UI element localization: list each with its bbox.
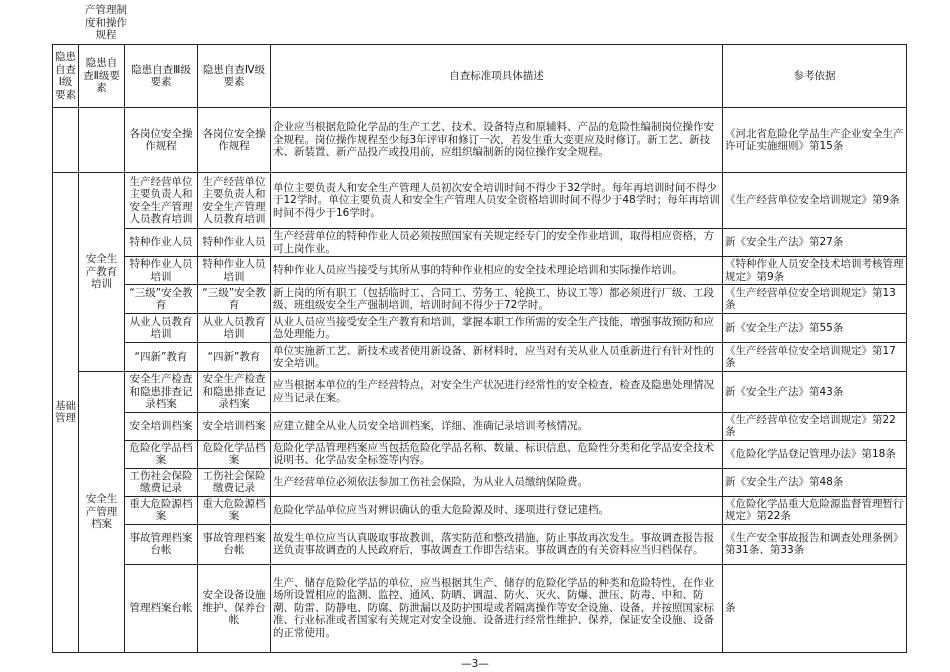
- page-number: —3—: [461, 658, 489, 670]
- reference-cell: 新《安全生产法》第55条: [723, 314, 907, 343]
- level3-cell: 安全培训档案: [125, 412, 198, 440]
- level4-cell: 事故管理档案台帐: [198, 524, 271, 564]
- description-cell: 企业应当根据危险化学品的生产工艺、技术、设备特点和原辅料、产品的危险性编制岗位操作安全规程。岗位操作规程至少每3年评审和修订一次，若发生重大变更应及时修订。新工艺、新技术、新装置、新产品投产或投用前，应组织编制新的岗位操作安全规程。: [271, 108, 723, 173]
- reference-cell: 《生产经营单位安全培训规定》第22条: [723, 412, 907, 440]
- level3-cell: 特种作业人员培训: [125, 257, 198, 285]
- table-row: [53, 524, 907, 564]
- header-description: 自查标准项具体描述: [271, 45, 723, 108]
- reference-cell: 《特种作业人员安全技术培训考核管理规定》第9条: [723, 257, 907, 285]
- level4-cell: 特种作业人员培训: [198, 257, 271, 285]
- level4-cell: 危险化学品档案: [198, 440, 271, 468]
- reference-cell: 《生产经营单位安全培训规定》第9条: [723, 173, 907, 229]
- level4-cell: 安全设备设施维护、保养台帐: [198, 564, 271, 652]
- table-row: [53, 496, 907, 524]
- reference-cell: 《河北省危险化学品生产企业安全生产许可证实施细则》第15条: [723, 108, 907, 173]
- reference-cell: 条: [723, 564, 907, 652]
- level4-cell: 重大危险源档案: [198, 496, 271, 524]
- table-row: [53, 229, 907, 257]
- level3-cell: 事故管理档案台帐: [125, 524, 198, 564]
- header-reference: 参考依据: [723, 45, 907, 108]
- level3-cell: 从业人员教育培训: [125, 314, 198, 343]
- level3-cell: 危险化学品档案: [125, 440, 198, 468]
- table-row: [53, 173, 907, 229]
- level3-cell: “四新”教育: [125, 343, 198, 372]
- description-cell: 特种作业人员应当接受与其所从事的特种作业相应的安全技术理论培训和实际操作培训。: [271, 257, 723, 285]
- level1-cell-basic: 基础管理: [53, 173, 79, 653]
- level3-cell: 工伤社会保险缴费记录: [125, 468, 198, 496]
- reference-cell: 新《安全生产法》第27条: [723, 229, 907, 257]
- level4-cell: 安全培训档案: [198, 412, 271, 440]
- description-cell: 生产经营单位必须依法参加工伤社会保险，为从业人员缴纳保险费。: [271, 468, 723, 496]
- reference-cell: 《危险化学品重大危险源监督管理暂行规定》第22条: [723, 496, 907, 524]
- table-row: [53, 440, 907, 468]
- level3-cell: 管理档案台帐: [125, 564, 198, 652]
- level3-cell: “三级”安全教育: [125, 285, 198, 314]
- table-row: [53, 468, 907, 496]
- table-row: [53, 564, 907, 652]
- table-header-row: [53, 45, 907, 108]
- reference-cell: 《生产经营单位安全培训规定》第17条: [723, 343, 907, 372]
- level4-cell: “四新”教育: [198, 343, 271, 372]
- description-cell: 故发生单位应当认真吸取事故教训，落实防范和整改措施，防止事故再次发生。事故调查报告报送负责事故调查的人民政府后，事故调查工作即告结束。事故调查的有关资料应当归档保存。: [271, 524, 723, 564]
- table-row: [53, 372, 907, 413]
- header-level2: 隐患自查Ⅱ级要素: [79, 45, 125, 108]
- level3-cell: 生产经营单位主要负责人和安全生产管理人员教育培训: [125, 173, 198, 229]
- header-level3: 隐患自查Ⅲ级要素: [125, 45, 198, 108]
- description-cell: 从业人员应当接受安全生产教育和培训，掌握本职工作所需的安全生产技能，增强事故预防和应急处理能力。: [271, 314, 723, 343]
- table-row: [53, 108, 907, 173]
- reference-cell: 新《安全生产法》第48条: [723, 468, 907, 496]
- level4-cell: 从业人员教育培训: [198, 314, 271, 343]
- level4-cell: “三级”安全教育: [198, 285, 271, 314]
- level3-cell: 各岗位安全操作规程: [125, 108, 198, 173]
- table-row: [53, 285, 907, 314]
- reference-cell: 《生产安全事故报告和调查处理条例》第31条、第33条: [723, 524, 907, 564]
- table-row: [53, 314, 907, 343]
- description-cell: 生产、储存危险化学品的单位，应当根据其生产、储存的危险化学品的种类和危险特性，在作业场所设置相应的监测、监控、通风、防晒、调温、防火、灭火、防爆、泄压、防毒、中和、防潮、防雷、防静电、防腐、防泄漏以及防护围堤或者隔离操作等安全设施、设备，并按照国家标准、行业标准或者国家有关规定对安全设施、设备进行经常性维护、保养，保证安全设施、设备的正常使用。: [271, 564, 723, 652]
- description-cell: 危险化学品管理档案应当包括危险化学品名称、数量、标识信息、危险性分类和化学品安全技术说明书、化学品安全标签等内容。: [271, 440, 723, 468]
- reference-cell: 《生产经营单位安全培训规定》第13条: [723, 285, 907, 314]
- description-cell: 应建立健全从业人员安全培训档案，详细、准确记录培训考核情况。: [271, 412, 723, 440]
- table-row: [53, 257, 907, 285]
- level1-cell-empty: [53, 108, 79, 173]
- description-cell: 应当根据本单位的生产经营特点，对安全生产状况进行经常性的安全检查，检查及隐患处理情况应当记录在案。: [271, 372, 723, 413]
- overflow-header-text: 产管理制度和操作规程: [85, 4, 127, 41]
- level3-cell: 安全生产检查和隐患排查记录档案: [125, 372, 198, 413]
- level4-cell: 工伤社会保险缴费记录: [198, 468, 271, 496]
- description-cell: 单位主要负责人和安全生产管理人员初次安全培训时间不得少于32学时。每年再培训时间不得少于12学时。单位主要负责人和安全生产管理人员安全资格培训时间不得少于48学时；每年再培训时间不得少于16学时。: [271, 173, 723, 229]
- table-row: [53, 412, 907, 440]
- table-row: [53, 343, 907, 372]
- reference-cell: 新《安全生产法》第43条: [723, 372, 907, 413]
- level3-cell: 重大危险源档案: [125, 496, 198, 524]
- level4-cell: 特种作业人员: [198, 229, 271, 257]
- level2-cell-empty: [79, 108, 125, 173]
- level4-cell: 各岗位安全操作规程: [198, 108, 271, 173]
- description-cell: 新上岗的所有职工（包括临时工、合同工、劳务工、轮换工、协议工等）都必须进行厂级、工段级、班组级安全生产强制培训，培训时间不得少于72学时。: [271, 285, 723, 314]
- description-cell: 单位实施新工艺、新技术或者使用新设备、新材料时，应当对有关从业人员重新进行有针对性的安全培训。: [271, 343, 723, 372]
- reference-cell: 《危险化学品登记管理办法》第18条: [723, 440, 907, 468]
- level3-cell: 特种作业人员: [125, 229, 198, 257]
- header-level1: 隐患自查Ⅰ级要素: [53, 45, 79, 108]
- level4-cell: 生产经营单位主要负责人和安全生产管理人员教育培训: [198, 173, 271, 229]
- hazard-checklist-table: [52, 44, 907, 653]
- description-cell: 生产经营单位的特种作业人员必须按照国家有关规定经专门的安全作业培训，取得相应资格，方可上岗作业。: [271, 229, 723, 257]
- header-level4: 隐患自查Ⅳ级要素: [198, 45, 271, 108]
- level4-cell: 安全生产检查和隐患排查记录档案: [198, 372, 271, 413]
- level2-cell-archives: 安全生产管理档案: [79, 372, 125, 653]
- level2-cell-training: 安全生产教育培训: [79, 173, 125, 372]
- description-cell: 危险化学品单位应当对辨识确认的重大危险源及时、逐项进行登记建档。: [271, 496, 723, 524]
